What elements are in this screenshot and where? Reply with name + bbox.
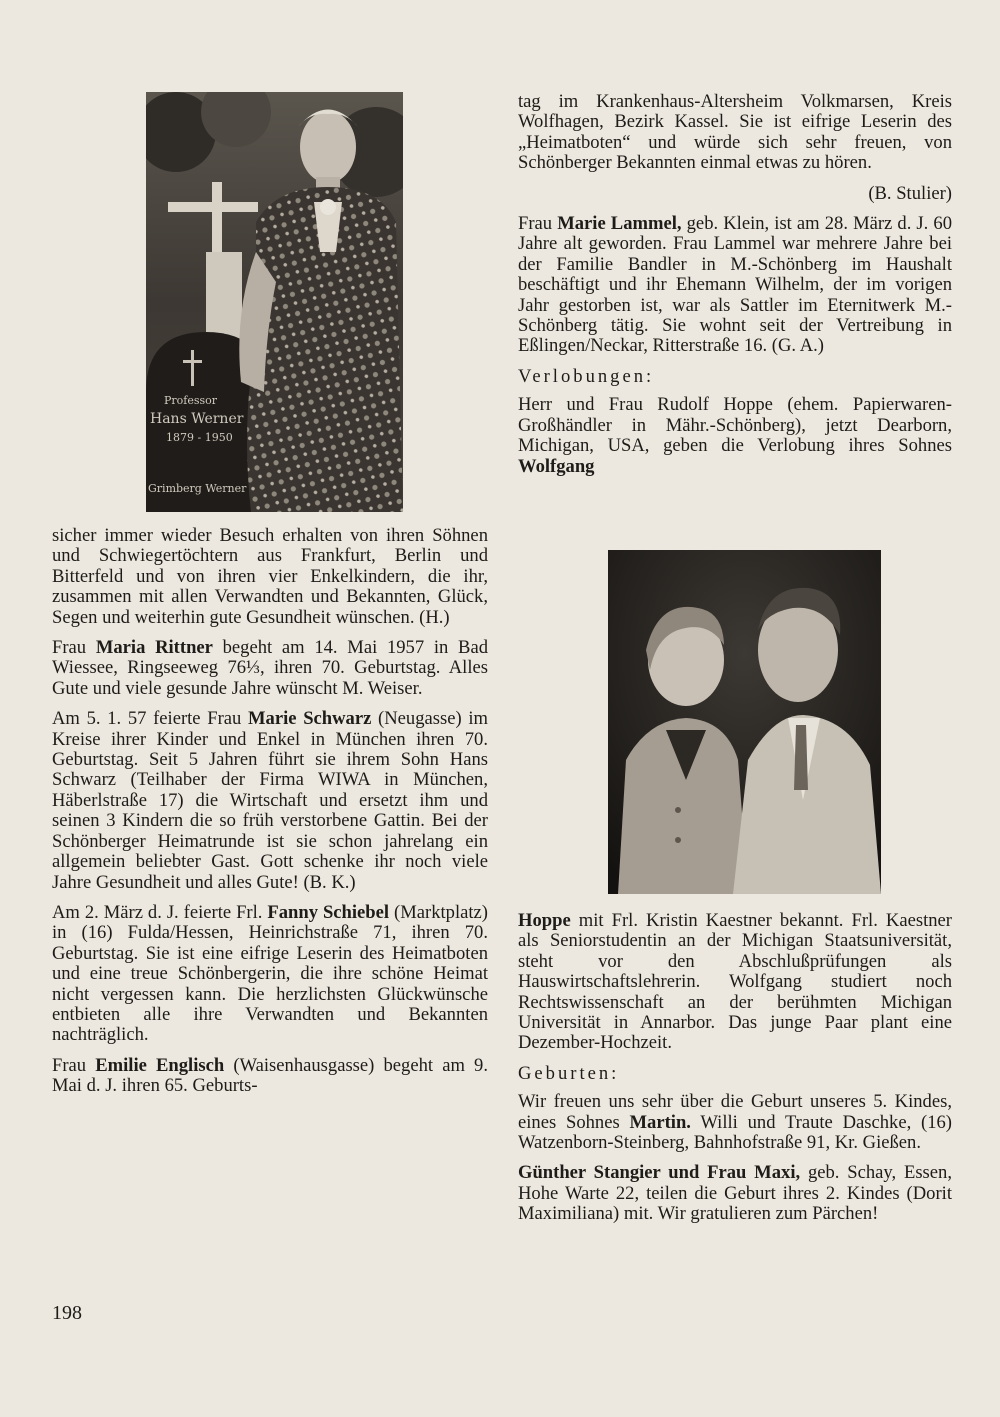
- name-highlight: Emilie Englisch: [95, 1054, 225, 1076]
- inscription-line-1: Professor: [164, 394, 218, 407]
- name-highlight: Hoppe: [518, 910, 571, 931]
- text-run: (B. Stulier): [868, 182, 952, 204]
- photo-woman-at-gravestone: [146, 92, 403, 512]
- paragraph: [52, 638, 488, 699]
- text-run: sicher immer wieder Besuch erhalten von ihren Söhnen und Schwiegertöchtern aus Frankfurt, Berlin und Bitterfeld und von ihren vier Enkelkindern, die ihr, zusammen mit allen Verwandten und Bekannten, Glück, Segen und weiterhin gute Gesundheit wünschen. (H.): [52, 525, 488, 628]
- text-run: Wir freuen uns sehr über die Geburt unseres 5. Kindes, eines Sohnes: [518, 1091, 952, 1133]
- paragraph: [52, 526, 488, 628]
- section-heading-births: [518, 1064, 952, 1084]
- paragraph: [518, 395, 952, 477]
- couple-photo-drawing: [608, 550, 881, 894]
- name-highlight: Maria Rittner: [95, 637, 213, 659]
- text-run: tag im Krankenhaus-Altersheim Volkmarsen, Kreis Wolfhagen, Bezirk Kassel. Sie ist eifrige Leserin des „Heimatboten“ und würde sich sehr freuen, von Schönberger Bekannten einmal etwas zu hören.: [518, 91, 952, 174]
- inscription-line-2: Hans Werner: [150, 411, 244, 427]
- photo-engaged-couple: [608, 550, 881, 894]
- paragraph: [52, 709, 488, 893]
- paragraph: [518, 92, 952, 174]
- text-run: Frau: [518, 213, 558, 235]
- text-run: mit Frl. Kristin Kaestner bekannt. Frl. Kaestner als Seniorstudentin an der Michigan Staatsuniversität, steht vor den Abschlußprüfungen als Hauswirtschaftslehrerin. Wolfgang studiert noch Rechtswissenschaft an der berühmten Michigan Universität in Annarbor. Das junge Paar plant eine Dezember-Hochzeit.: [518, 910, 952, 1054]
- name-highlight: Marie Lammel,: [557, 213, 682, 235]
- paragraph: [52, 1056, 488, 1097]
- text-run: Frau: [52, 637, 96, 659]
- text-run: geb. Schay, Essen, Hohe Warte 22, teilen die Geburt ihres 2. Kindes (Dorit Maximiliana) mit. Wir gratulieren zum Pärchen!: [518, 1162, 952, 1225]
- inscription-line-4: Grimberg Werner: [148, 482, 247, 495]
- name-highlight: Günther Stangier und Frau Maxi,: [518, 1162, 801, 1184]
- paragraph: [518, 214, 952, 357]
- text-run: Verlobungen:: [518, 365, 655, 387]
- signature-line: [518, 184, 952, 204]
- paragraph: [518, 1163, 952, 1224]
- gravestone-photo-drawing: [146, 92, 403, 512]
- name-highlight: Fanny Schiebel: [267, 901, 390, 923]
- text-run: (Marktplatz) in (16) Fulda/Hessen, Heinrichstraße 71, ihren 70. Geburtstag. Sie ist eine eifrige Leserin des Heimatboten und eine treue Schönbergerin, die ihre schöne Heimat nicht vergessen kann. Die herzlichsten Glückwünsche entbieten alle ihre Verwandten und Bekannten nachträglich.: [52, 901, 488, 1046]
- text-run: Geburten:: [518, 1062, 620, 1084]
- text-run: Am 2. März d. J. feierte Frl.: [52, 901, 268, 923]
- inscription-line-3: 1879 - 1950: [166, 431, 233, 444]
- paragraph: [52, 903, 488, 1046]
- page-number: 198: [52, 1302, 82, 1324]
- left-column: [52, 526, 488, 1107]
- text-run: (Neugasse) im Kreise ihrer Kinder und Enkel in München ihren 70. Geburtstag. Seit 5 Jahren führt sie ihrem Sohn Hans Schwarz (Teilhaber der Firma WIWA in München, Häberlstraße 17) die Wirtschaft und ersetzt ihm und seinen 3 Kindern die so früh verstorbene Gattin. Bei der Schönberger Heimatrunde ist sie schon jahrelang ein allgemein beliebter Gast. Gott schenke ihr noch viele Jahre Gesundheit und alles Gute! (B. K.): [52, 708, 488, 893]
- text-run: Frau: [52, 1054, 96, 1076]
- text-run: (Waisenhausgasse) begeht am 9. Mai d. J. ihren 65. Geburts-: [52, 1054, 488, 1097]
- paragraph: [518, 1092, 952, 1153]
- text-run: Willi und Traute Daschke, (16) Watzenborn-Steinberg, Bahnhofstraße 91, Kr. Gießen.: [518, 1111, 952, 1154]
- name-highlight: Marie Schwarz: [248, 708, 372, 730]
- text-run: begeht am 14. Mai 1957 in Bad Wiessee, Ringseeweg 76⅓, ihren 70. Geburtstag. Alles Gute und viele gesunde Jahre wünscht M. Weiser.: [52, 637, 488, 699]
- right-column-bottom: [518, 911, 952, 1235]
- text-run: Am 5. 1. 57 feierte Frau: [52, 708, 248, 730]
- text-run: Herr und Frau Rudolf Hoppe (ehem. Papierwaren-Großhändler in Mähr.-Schönberg), jetzt Dearborn, Michigan, USA, geben die Verlobung ihres Sohnes: [518, 394, 952, 457]
- right-column-top: [518, 92, 952, 487]
- name-highlight: Wolfgang: [518, 455, 595, 477]
- paragraph: [518, 911, 952, 1054]
- text-run: geb. Klein, ist am 28. März d. J. 60 Jahre alt geworden. Frau Lammel war mehrere Jahre bei der Familie Bandler in M.-Schönberg im Haushalt beschäftigt und ihr Ehemann Wilhelm, der im vorigen Jahr gestorben ist, war als Sattler im Eternitwerk M.-Schönberg tätig. Sie wohnt seit der Vertreibung in Eßlingen/Neckar, Ritterstraße 16. (G. A.): [518, 213, 953, 357]
- name-highlight: Martin.: [629, 1111, 691, 1133]
- section-heading-engagements: [518, 367, 952, 387]
